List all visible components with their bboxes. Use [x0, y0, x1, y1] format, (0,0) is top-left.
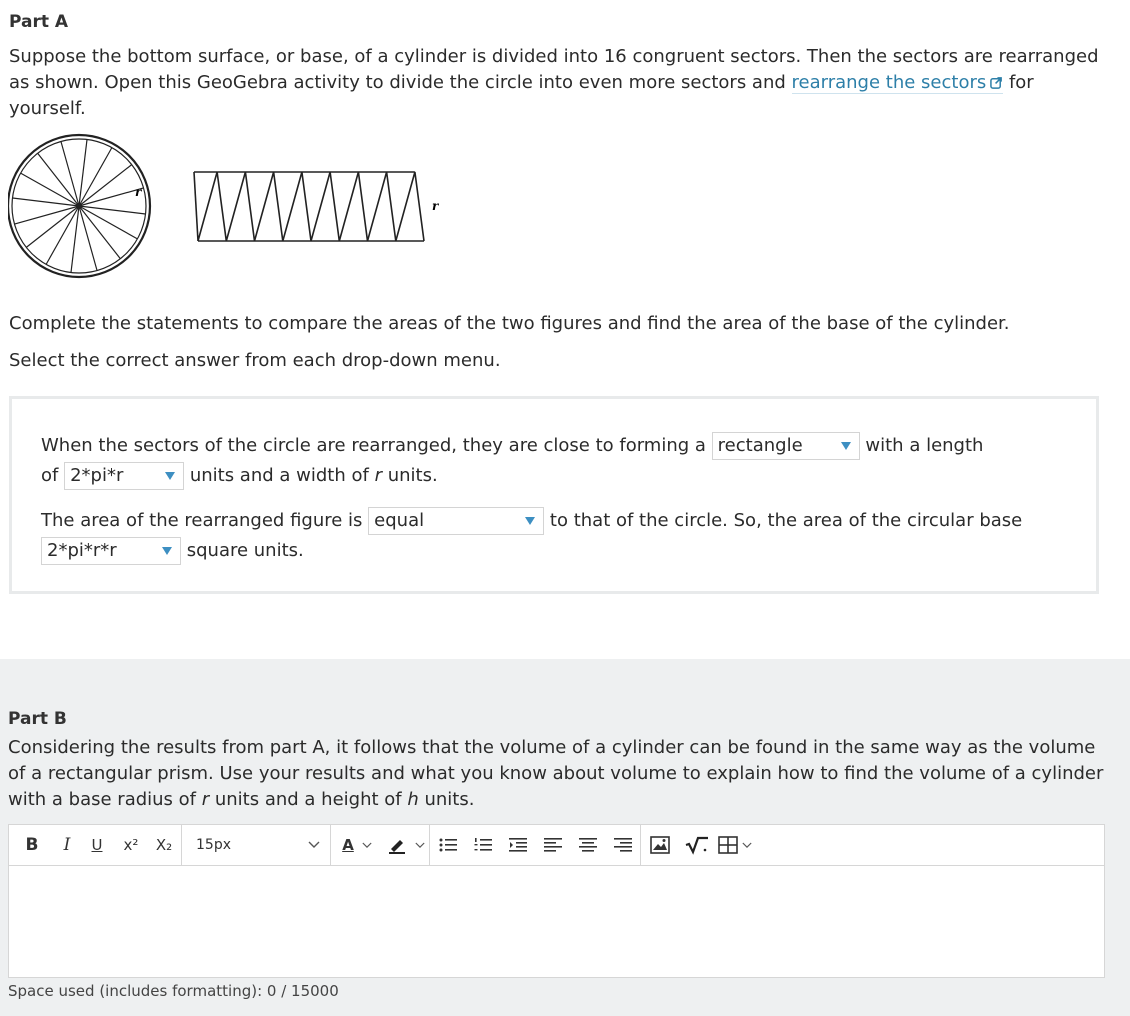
- superscript-button[interactable]: x²: [123, 836, 139, 854]
- shape-dropdown-value: rectangle: [717, 435, 803, 456]
- highlight-button[interactable]: [383, 825, 429, 865]
- shape-dropdown[interactable]: [712, 432, 860, 460]
- statement-2-text: The area of the rearranged figure is: [41, 510, 363, 531]
- italic-button[interactable]: I: [63, 835, 71, 855]
- statement-1-text-4: units and a width of: [189, 465, 369, 486]
- chevron-down-icon: [308, 841, 320, 849]
- image-icon: [650, 836, 670, 854]
- bullet-list-button[interactable]: [430, 825, 466, 865]
- base-area-dropdown-value: 2*pi*r*r: [47, 540, 117, 561]
- dropdown-arrow-icon: [841, 442, 851, 450]
- statement-1-text-5: units.: [387, 465, 438, 486]
- statement-1: [41, 431, 1081, 491]
- part-b-heading: Part B: [8, 709, 67, 729]
- intro-text-end: for yourself.: [9, 72, 1034, 119]
- geogebra-activity-link[interactable]: [792, 72, 1004, 94]
- font-color-button[interactable]: [331, 825, 383, 865]
- variable-r: r: [374, 465, 382, 486]
- part-a-heading: Part A: [9, 12, 69, 32]
- statement-2-text-3: square units.: [186, 540, 304, 561]
- length-dropdown[interactable]: [64, 462, 184, 490]
- part-a-intro: [9, 44, 1109, 122]
- underline-button[interactable]: U: [91, 836, 103, 854]
- align-left-icon: [544, 837, 562, 853]
- sectors-diagram: [8, 130, 468, 282]
- part-b-prompt-text: Considering the results from part A, it follows that the volume of a cylinder can be found in the same way as the volume of a rectangular prism. Use your results and what you know about volume to explain how to find the volume of a cylinder with a base radius of: [8, 737, 1104, 810]
- variable-h: h: [407, 789, 419, 810]
- statement-1-text-3: of: [41, 465, 59, 486]
- base-area-dropdown[interactable]: [41, 537, 181, 565]
- align-right-button[interactable]: [606, 825, 640, 865]
- question-box: [9, 396, 1099, 594]
- sectors-figure: [8, 130, 468, 282]
- numbered-list-icon: [474, 837, 492, 853]
- strip-side-label: r: [432, 199, 439, 213]
- statement-2-text-2: to that of the circle. So, the area of the circular base: [549, 510, 1023, 531]
- chevron-down-icon: [362, 842, 372, 849]
- rearranged-strip: [194, 172, 440, 241]
- insert-image-button[interactable]: [641, 825, 679, 865]
- comparison-dropdown[interactable]: [368, 507, 544, 535]
- subscript-button[interactable]: X₂: [155, 836, 173, 854]
- chevron-down-icon: [415, 842, 425, 849]
- circle-center-point: [76, 203, 82, 209]
- insert-equation-button[interactable]: [679, 825, 715, 865]
- statement-2: [41, 506, 1081, 566]
- rich-text-editor: [8, 824, 1105, 978]
- font-size-select[interactable]: [182, 825, 330, 865]
- circle-radius-label: r: [135, 185, 142, 199]
- strip-zigzag: [198, 172, 424, 241]
- sectored-circle: [8, 135, 150, 277]
- editor-toolbar: [9, 825, 1104, 866]
- table-icon: [718, 836, 738, 854]
- dropdown-arrow-icon: [162, 547, 172, 555]
- link-label: rearrange the sectors: [791, 72, 987, 93]
- indent-button[interactable]: [500, 825, 536, 865]
- instruction-select: Select the correct answer from each drop-down menu.: [9, 350, 501, 371]
- align-right-icon: [614, 837, 632, 853]
- variable-r: r: [201, 789, 210, 810]
- bold-button[interactable]: B: [25, 835, 39, 855]
- answer-textarea[interactable]: [9, 866, 1104, 977]
- part-b-prompt-text-2: units and a height of: [209, 789, 408, 810]
- dropdown-arrow-icon: [165, 472, 175, 480]
- indent-icon: [509, 837, 527, 853]
- strip-left-edge: [194, 172, 198, 241]
- part-b-prompt: [8, 735, 1113, 813]
- space-used-counter: Space used (includes formatting): 0 / 15000: [8, 982, 339, 1000]
- font-color-label: A: [342, 836, 354, 854]
- length-dropdown-value: 2*pi*r: [70, 465, 124, 486]
- insert-table-button[interactable]: [715, 825, 755, 865]
- dropdown-arrow-icon: [525, 517, 535, 525]
- part-b-prompt-text-3: units.: [418, 789, 475, 810]
- square-root-icon: [685, 835, 709, 855]
- bullet-list-icon: [439, 837, 457, 853]
- align-left-button[interactable]: [536, 825, 570, 865]
- highlighter-icon: [387, 836, 407, 854]
- statement-1-text: When the sectors of the circle are rearranged, they are close to forming a: [41, 435, 706, 456]
- external-link-icon: [990, 76, 1003, 89]
- align-center-button[interactable]: [570, 825, 606, 865]
- numbered-list-button[interactable]: [466, 825, 500, 865]
- instruction-compare: Complete the statements to compare the areas of the two figures and find the area of the base of the cylinder.: [9, 313, 1010, 334]
- comparison-dropdown-value: equal: [374, 510, 425, 531]
- font-size-value: 15px: [196, 837, 231, 853]
- align-center-icon: [579, 837, 597, 853]
- intro-text: Suppose the bottom surface, or base, of a cylinder is divided into 16 congruent sectors. Then the sectors are rearranged as shown. Open this GeoGebra activity to divide the circle into even more sectors and: [9, 46, 1099, 93]
- chevron-down-icon: [742, 842, 752, 849]
- statement-1-text-2: with a length: [865, 435, 984, 456]
